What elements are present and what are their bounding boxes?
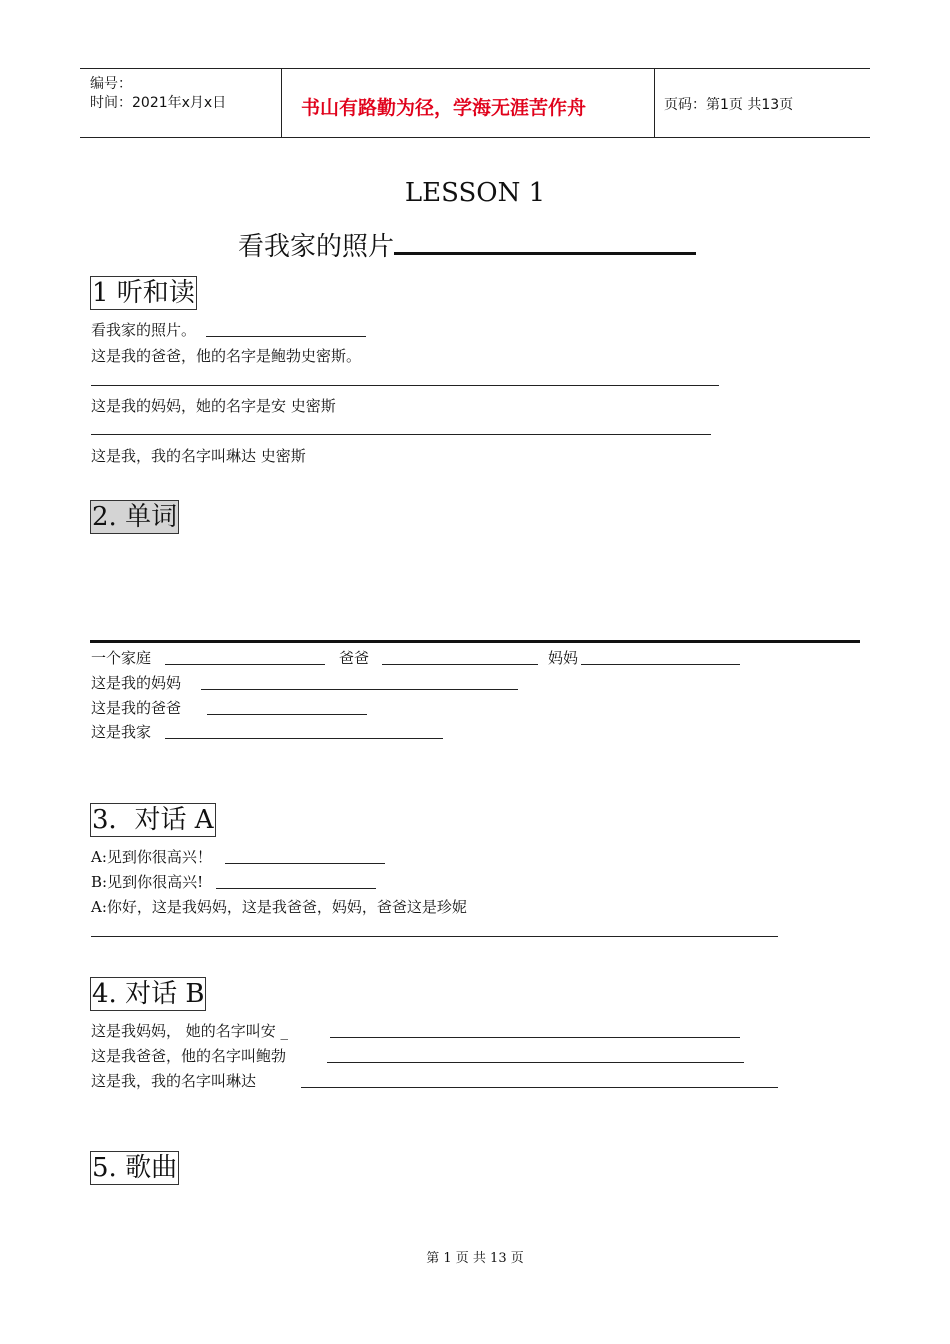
s2-vocab-blank-1 [165, 664, 325, 665]
time-label: 时间：2021年x月x日 [90, 95, 227, 111]
header-motto-cell [281, 69, 655, 137]
lesson-subtitle [238, 226, 696, 263]
s2-line-1: 这是我的妈妈 [91, 674, 182, 692]
s1-blank-2 [91, 385, 719, 386]
s2-vocab-3: 妈妈 [548, 649, 579, 667]
header-page-cell [654, 69, 870, 137]
s2-line-2: 这是我的爸爸 [91, 699, 182, 717]
s2-line-3: 这是我家 [91, 723, 152, 741]
header-meta-cell [80, 69, 282, 137]
section-2-heading: 2. 单词 [92, 502, 178, 532]
page-footer: 第 1 页 共 13 页 [426, 1251, 524, 1266]
subtitle-blank [394, 228, 696, 255]
lesson-title: LESSON 1 [404, 178, 546, 208]
s1-blank-1 [206, 336, 366, 337]
s2-vocab-blank-2 [382, 664, 538, 665]
s3-line-3: A:你好，这是我妈妈，这是我爸爸，妈妈，爸爸这是珍妮 [91, 898, 467, 916]
s3-blank-1 [225, 863, 385, 864]
s1-line-3: 这是我的妈妈，她的名字是安 史密斯 [91, 397, 336, 415]
s2-blank-2 [207, 714, 367, 715]
s2-thick-rule [90, 640, 860, 643]
s2-blank-3 [165, 738, 443, 739]
s3-line-2: B:见到你很高兴! [91, 873, 204, 891]
s4-line-3: 这是我，我的名字叫琳达 [91, 1072, 257, 1090]
s2-vocab-blank-3 [581, 664, 740, 665]
page-label: 页码：第1页 共13页 [664, 97, 794, 113]
s1-line-2: 这是我的爸爸，他的名字是鲍勃史密斯。 [91, 347, 362, 365]
s4-blank-1 [330, 1037, 740, 1038]
motto: 书山有路勤为径，学海无涯苦作舟 [301, 97, 587, 119]
s4-line-2: 这是我爸爸，他的名字叫鲍勃 [91, 1047, 287, 1065]
lesson-subtitle-text: 看我家的照片 [238, 232, 395, 262]
s4-blank-2 [327, 1062, 744, 1063]
s2-vocab-2: 爸爸 [339, 649, 370, 667]
section-4-heading: 4. 对话 B [92, 979, 205, 1009]
section-5-heading: 5. 歌曲 [92, 1153, 178, 1183]
section-3-heading: 3．对话 A [92, 805, 214, 835]
s3-blank-3 [91, 936, 778, 937]
s2-vocab-1: 一个家庭 [91, 649, 152, 667]
s3-blank-2 [216, 888, 376, 889]
s1-line-4: 这是我，我的名字叫琳达 史密斯 [91, 447, 306, 465]
section-1-heading: 1 听和读 [92, 278, 195, 308]
s1-blank-3 [91, 434, 711, 435]
s3-line-1: A:见到你很高兴！ [91, 848, 212, 866]
page-header [80, 68, 870, 138]
s1-line-1: 看我家的照片。 [91, 321, 197, 339]
s4-blank-3 [301, 1087, 778, 1088]
s4-line-1: 这是我妈妈， 她的名字叫安 _ [91, 1022, 289, 1040]
number-label: 编号： [90, 76, 132, 92]
s2-blank-1 [201, 689, 518, 690]
